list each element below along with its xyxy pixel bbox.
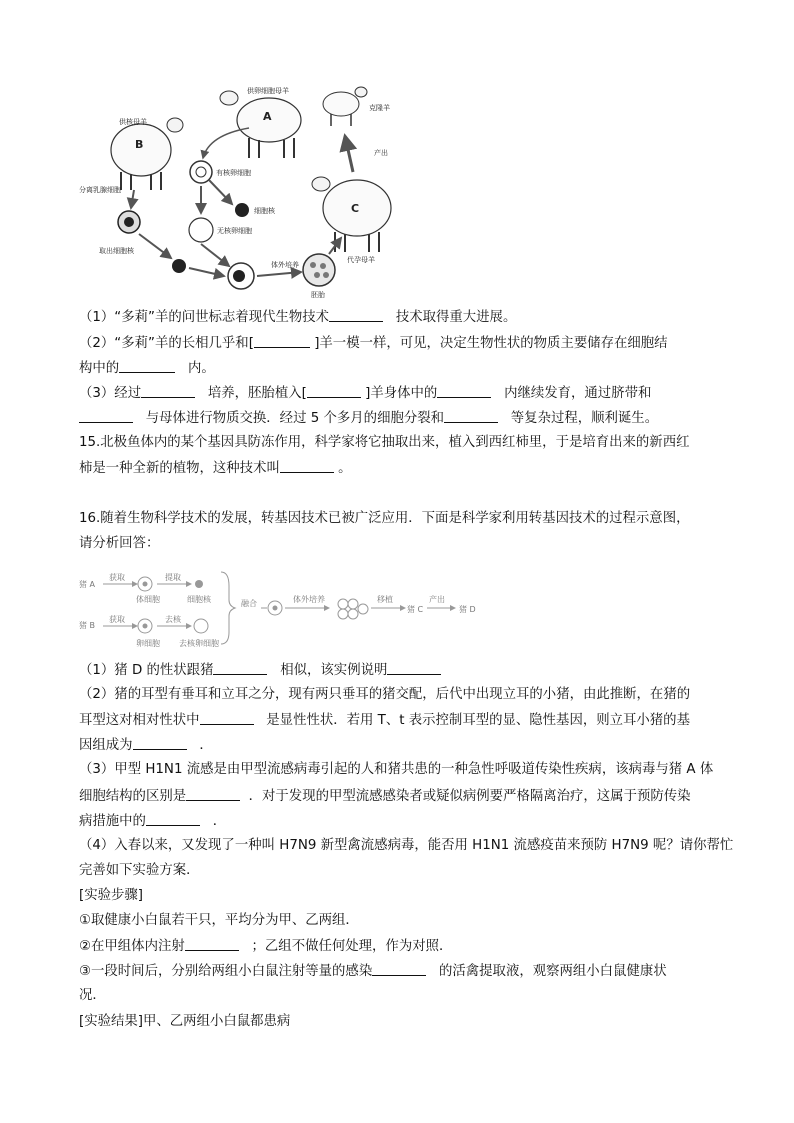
answer-blank[interactable] [146,811,200,826]
label-transplant: 移植 [377,595,393,604]
label-get1: 获取 [109,573,125,582]
q-line-2: （2）“多莉”羊的长相几乎和[ ]羊一模一样，可见，决定生物性状的物质主要储存在细胞结 [79,333,668,354]
answer-blank[interactable] [444,408,498,423]
q15-line-2: 柿是一种全新的植物，这种技术叫 。 [79,458,352,479]
step-2: ②在甲组体内注射 ；乙组不做任何处理，作为对照． [79,936,452,957]
answer-blank[interactable] [307,383,361,398]
label-clone: 克隆羊 [369,104,390,112]
label-culture: 体外培养 [293,595,325,604]
nucleus-cell [235,203,249,217]
steps-heading: [实验步骤] [79,888,144,903]
letter-b: B [135,138,144,151]
q-line-3: 构中的 内。 [79,358,215,379]
q-line-4: （3）经过 培养，胚胎植入[ ]羊身体中的 内继续发育，通过脐带和 [79,383,651,404]
label-nucleus: 细胞核 [254,207,275,215]
result-line: [实验结果]甲、乙两组小白鼠都患病 [79,1014,291,1029]
label-enucleated: 去核卵细胞 [179,639,219,648]
q-line-5: 与母体进行物质交换．经过 5 个多月的细胞分裂和 等复杂过程，顺利诞生。 [79,408,658,429]
label-get2: 获取 [109,615,125,624]
label-separate: 分离乳腺细胞 [79,186,121,194]
embryo [303,254,335,286]
answer-blank[interactable] [186,786,240,801]
label-pig-c: 猪 C [407,605,424,614]
label-egg-with-nucleus: 有核卵细胞 [216,169,251,177]
transgenic-pig-diagram [79,562,499,656]
label-pig-a: 猪 A [79,580,96,589]
label-body-cell: 体细胞 [136,595,160,604]
answer-blank[interactable] [79,408,133,423]
answer-blank[interactable] [280,458,334,473]
egg-with-nucleus [190,161,212,183]
label-produce: 产出 [374,149,388,157]
label-take-nucleus: 取出细胞核 [99,247,134,255]
label-culture: 体外培养 [271,261,299,269]
q15-line-1: 15.北极鱼体内的某个基因具防冻作用，科学家将它抽取出来，植入到西红柿里，于是培育出来的新西红 [79,435,690,450]
s3-line-3: 病措施中的 ． [79,811,226,832]
label-remove: 去核 [165,615,181,624]
answer-blank[interactable] [329,307,383,322]
label-embryo: 胚胎 [311,291,325,299]
letter-a: A [263,110,272,123]
q-line-1: （1）“多莉”羊的问世标志着现代生物技术 技术取得重大进展。 [79,307,516,328]
answer-blank[interactable] [200,710,254,725]
answer-blank[interactable] [141,383,195,398]
sheep-b [111,118,183,190]
label-pig-d: 猪 D [459,605,476,614]
s2-line-2: 耳型这对相对性状中 是显性性状．若用 T、t 表示控制耳型的显、隐性基因，则立耳小猪的基 [79,710,690,731]
label-produce: 产出 [429,595,445,604]
label-extract: 提取 [165,573,181,582]
step-3-line-2: 况． [79,988,106,1003]
answer-blank[interactable] [133,735,187,750]
label-surrogate: 代孕母羊 [347,256,375,264]
label-fuse: 融合 [241,599,257,608]
step-1: ①取健康小白鼠若干只，平均分为甲、乙两组． [79,913,359,928]
label-nucleus: 细胞核 [187,595,211,604]
q16-line-1: 16.随着生物科学技术的发展，转基因技术已被广泛应用．下面是科学家利用转基因技术的过程示意图， [79,511,690,526]
answer-blank[interactable] [185,936,239,951]
s3-line-1: （3）甲型 H1N1 流感是由甲型流感病毒引起的人和猪共患的一种急性呼吸道传染性疾病，该病毒与猪 A 体 [79,762,714,777]
s3-line-2: 细胞结构的区别是 ．对于发现的甲型流感感染者或疑似病例要严格隔离治疗，这属于预防传染 [79,786,691,807]
answer-blank[interactable] [372,961,426,976]
label-egg-donor: 供卵细胞母羊 [247,87,289,95]
s1-line: （1）猪 D 的性状跟猪 相似，该实例说明 [79,660,441,681]
enucleated-egg [189,218,213,242]
s2-line-1: （2）猪的耳型有垂耳和立耳之分，现有两只垂耳的猪交配，后代中出现立耳的小猪，由此推断，在猪的 [79,687,691,702]
answer-blank[interactable] [254,333,310,348]
step-3-line-1: ③一段时间后，分别给两组小白鼠注射等量的感染 的活禽提取液，观察两组小白鼠健康状 [79,961,667,982]
label-egg: 卵细胞 [136,639,160,648]
letter-c: C [351,202,360,215]
answer-blank[interactable] [213,660,267,675]
cloning-diagram [79,80,414,302]
label-enucleated-egg: 无核卵细胞 [217,227,252,235]
answer-blank[interactable] [437,383,491,398]
label-pig-b: 猪 B [79,621,96,630]
answer-blank[interactable] [119,358,175,373]
extracted-nucleus [172,259,186,273]
q16-line-2: 请分析回答： [79,536,160,551]
sheep-a [220,91,301,158]
answer-blank[interactable] [387,660,441,675]
clone-lamb [323,87,367,126]
s2-line-3: 因组成为 ． [79,735,213,756]
s4-line-1: （4）入春以来，又发现了一种叫 H7N9 新型禽流感病毒，能否用 H1N1 流感疫苗来预防 H7N9 呢？请你帮忙 [79,838,734,853]
s4-line-2: 完善如下实验方案． [79,863,200,878]
label-nucleus-donor: 供核母羊 [119,118,147,126]
